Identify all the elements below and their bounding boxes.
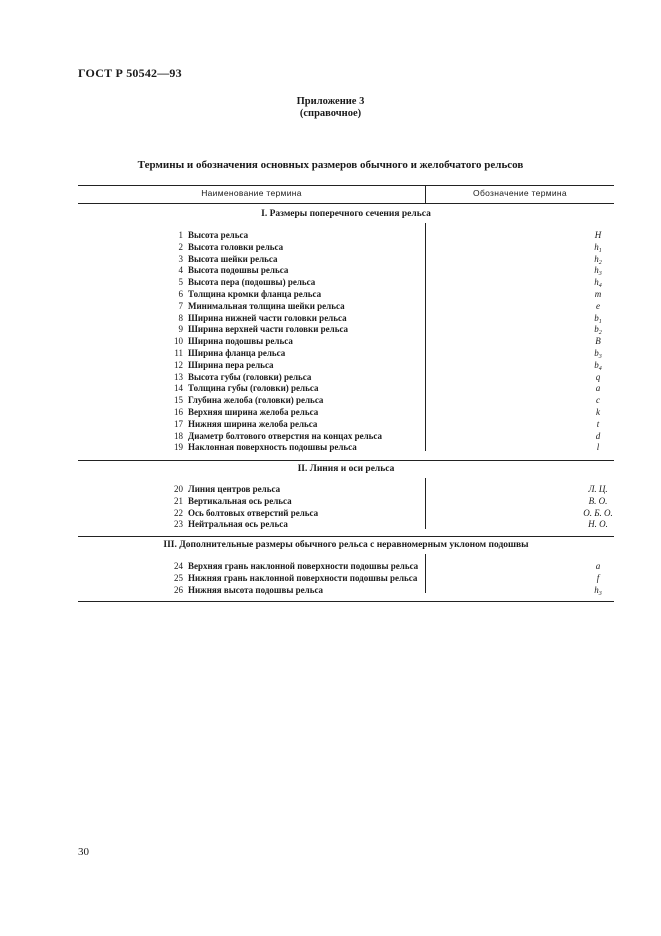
term-symbol xyxy=(504,313,661,325)
term-symbol xyxy=(504,573,661,585)
symbol-letter: H xyxy=(594,230,602,240)
table-row xyxy=(78,348,614,360)
table-row xyxy=(78,585,614,597)
term-symbol xyxy=(504,561,661,573)
symbol-letter: h xyxy=(594,277,599,288)
symbol-subscript: 1 xyxy=(598,318,602,325)
term-number: 13 xyxy=(174,371,183,382)
table-row xyxy=(78,336,614,348)
symbol-subscript: 3 xyxy=(598,590,602,597)
term-symbol xyxy=(504,230,661,242)
term-symbol xyxy=(504,508,661,520)
symbol-letter: h xyxy=(594,584,599,595)
term-name: Нижняя ширина желоба рельса xyxy=(188,418,318,429)
page-number: 30 xyxy=(78,846,89,858)
term-name: Ширина нижней части головки рельса xyxy=(188,312,347,323)
term-symbol xyxy=(504,585,661,597)
symbol-subscript: 3 xyxy=(598,271,602,278)
term-number: 14 xyxy=(174,383,183,394)
term-name: Высота губы (головки) рельса xyxy=(188,371,312,382)
symbol-letter: Н. О. xyxy=(588,519,608,530)
term-number: 7 xyxy=(178,300,183,311)
symbol-letter: m xyxy=(594,289,602,299)
term-name: Ширина подошвы рельса xyxy=(188,336,293,347)
section-title: II. Линия и оси рельса xyxy=(297,464,395,474)
term-number: 8 xyxy=(178,312,183,323)
term-name: Минимальная толщина шейки рельса xyxy=(188,300,345,311)
symbol-letter: h xyxy=(594,241,599,252)
term-name: Высота рельса xyxy=(188,230,249,240)
term-symbol xyxy=(504,324,661,336)
symbol-letter: a xyxy=(595,561,601,571)
term-symbol xyxy=(504,395,661,407)
table-row xyxy=(78,561,614,573)
table-row xyxy=(78,301,614,313)
term-name: Нижняя высота подошвы рельса xyxy=(188,584,324,595)
document-code: ГОСТ Р 50542—93 xyxy=(78,66,182,80)
symbol-letter: В. О. xyxy=(588,495,608,506)
term-name: Толщина кромки фланца рельса xyxy=(188,289,322,299)
table-row xyxy=(78,372,614,384)
symbol-letter: b xyxy=(594,312,599,323)
symbol-letter: t xyxy=(596,418,600,429)
table-row xyxy=(78,254,614,266)
term-name: Ширина верхней части головки рельса xyxy=(188,324,349,335)
term-symbol xyxy=(504,360,661,372)
symbol-letter: c xyxy=(596,395,600,406)
symbol-letter: О. Б. О. xyxy=(583,507,613,518)
symbol-letter: q xyxy=(595,371,601,382)
section-title: III. Дополнительные размеры обычного рельса с неравномерным уклоном подошвы xyxy=(163,540,529,550)
table-row xyxy=(78,508,614,520)
term-name: Верхняя ширина желоба рельса xyxy=(188,407,319,417)
term-symbol xyxy=(504,419,661,431)
term-number: 26 xyxy=(174,584,183,595)
term-number: 17 xyxy=(174,418,183,429)
term-number: 5 xyxy=(178,277,183,288)
term-number: 22 xyxy=(174,507,183,518)
symbol-letter: e xyxy=(596,300,600,311)
table-header-rule xyxy=(78,203,614,204)
term-name: Высота головки рельса xyxy=(188,241,284,252)
symbol-subscript: 1 xyxy=(598,247,602,254)
column-header-symbol: Обозначение термина xyxy=(473,188,567,198)
symbol-letter: b xyxy=(594,359,599,370)
section-rule xyxy=(78,460,614,461)
term-number: 19 xyxy=(174,442,183,453)
term-number: 11 xyxy=(174,348,183,358)
term-name: Ось болтовых отверстий рельса xyxy=(188,507,319,518)
term-symbol xyxy=(504,348,661,360)
term-name: Высота подошвы рельса xyxy=(188,265,289,276)
symbol-subscript: 4 xyxy=(598,283,602,290)
term-number: 25 xyxy=(174,572,183,583)
term-number: 3 xyxy=(178,253,183,264)
term-name: Линия центров рельса xyxy=(188,484,281,494)
section-rule xyxy=(78,536,614,537)
symbol-letter: B xyxy=(595,336,601,347)
term-name: Наклонная поверхность подошвы рельса xyxy=(188,442,357,453)
term-symbol xyxy=(504,265,661,277)
term-symbol xyxy=(504,254,661,266)
term-symbol xyxy=(504,383,661,395)
term-number: 6 xyxy=(178,289,183,299)
table-row xyxy=(78,484,614,496)
section-title: I. Размеры поперечного сечения рельса xyxy=(261,209,431,219)
term-number: 9 xyxy=(178,324,183,335)
term-number: 12 xyxy=(174,359,183,370)
page-title: Термины и обозначения основных размеров обычного и желобчатого рельсов xyxy=(137,159,524,171)
term-symbol xyxy=(504,519,661,531)
term-number: 23 xyxy=(174,519,183,530)
term-name: Верхняя грань наклонной поверхности подошвы рельса xyxy=(188,561,419,571)
term-number: 18 xyxy=(174,430,183,441)
term-name: Нейтральная ось рельса xyxy=(188,519,288,530)
term-symbol xyxy=(504,484,661,496)
term-symbol xyxy=(504,407,661,419)
term-number: 16 xyxy=(174,407,183,417)
term-symbol xyxy=(504,289,661,301)
symbol-subscript: 2 xyxy=(598,330,602,337)
table-row xyxy=(78,442,614,454)
term-number: 21 xyxy=(174,495,183,506)
term-symbol xyxy=(504,301,661,313)
table-row xyxy=(78,407,614,419)
term-symbol xyxy=(504,442,661,454)
symbol-letter: k xyxy=(596,407,600,417)
table-row xyxy=(78,289,614,301)
symbol-letter: h xyxy=(594,265,599,276)
term-number: 15 xyxy=(174,395,183,406)
table-row xyxy=(78,277,614,289)
table-row xyxy=(78,230,614,242)
symbol-letter: d xyxy=(595,430,601,441)
symbol-letter: f xyxy=(596,572,600,583)
table-row xyxy=(78,313,614,325)
table-row xyxy=(78,573,614,585)
term-symbol xyxy=(504,496,661,508)
appendix-title: Приложение 3 xyxy=(296,96,365,107)
term-number: 1 xyxy=(178,230,183,240)
column-header-name: Наименование термина xyxy=(201,188,302,198)
symbol-letter: Л. Ц. xyxy=(588,484,608,494)
symbol-subscript: 2 xyxy=(598,259,602,266)
table-row xyxy=(78,383,614,395)
symbol-letter: b xyxy=(594,324,599,335)
term-number: 20 xyxy=(174,484,183,494)
table-row xyxy=(78,265,614,277)
term-name: Глубина желоба (головки) рельса xyxy=(188,395,324,406)
term-name: Ширина фланца рельса xyxy=(188,348,286,358)
term-symbol xyxy=(504,431,661,443)
term-number: 24 xyxy=(174,561,183,571)
term-symbol xyxy=(504,372,661,384)
table-row xyxy=(78,242,614,254)
term-number: 4 xyxy=(178,265,183,276)
symbol-letter: l xyxy=(596,442,600,453)
table-row xyxy=(78,419,614,431)
table-row xyxy=(78,431,614,443)
term-name: Высота пера (подошвы) рельса xyxy=(188,277,316,288)
term-name: Высота шейки рельса xyxy=(188,253,278,264)
table-row xyxy=(78,360,614,372)
term-symbol xyxy=(504,277,661,289)
table-row xyxy=(78,496,614,508)
term-symbol xyxy=(504,242,661,254)
symbol-subscript: 4 xyxy=(598,365,602,372)
term-symbol xyxy=(504,336,661,348)
symbol-subscript: 3 xyxy=(598,354,602,360)
term-number: 10 xyxy=(174,336,183,347)
term-name: Толщина губы (головки) рельса xyxy=(188,383,319,394)
symbol-letter: b xyxy=(594,348,599,358)
table-row xyxy=(78,324,614,336)
term-name: Вертикальная ось рельса xyxy=(188,495,292,506)
appendix-subtitle: (справочное) xyxy=(299,108,362,119)
table-row xyxy=(78,519,614,531)
term-number: 2 xyxy=(178,241,183,252)
term-name: Диаметр болтового отверстия на концах рельса xyxy=(188,430,383,441)
appendix-heading xyxy=(0,96,661,120)
term-name: Ширина пера рельса xyxy=(188,359,274,370)
symbol-letter: h xyxy=(594,253,599,264)
term-name: Нижняя грань наклонной поверхности подошвы рельса xyxy=(188,572,418,583)
table-row xyxy=(78,395,614,407)
symbol-letter: a xyxy=(595,383,601,394)
